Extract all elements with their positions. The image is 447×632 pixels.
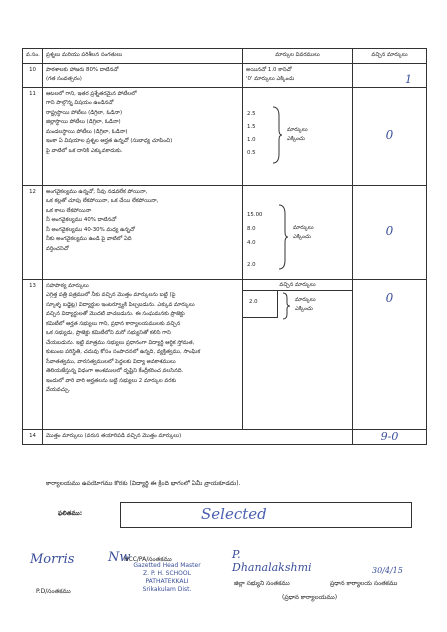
- row-line: అంగవైకల్యము ఉన్నచో, నీవు నడవలేక పోయినా,: [46, 188, 148, 195]
- row-line: ఇంకా ఏ విషయాల ప్రశ్నల ఆర్హత ఉన్నచో (సుబాధ్య చూపించి): [46, 138, 173, 144]
- brace-label: ఎక్కించు: [295, 305, 313, 312]
- row-line: సేవాతత్వము, వారసత్వములలో పెద్దలకు విద్యా అవకాశములు: [46, 358, 176, 365]
- stamp-line: Srikakulam Dist.: [142, 586, 192, 593]
- row-line: వచ్చిన విద్యార్థులతో మొదటి వాచబడును. ఈ సంఘమనకు ప్రాజెక్టు: [46, 311, 185, 317]
- head-office-note: (ప్రధాన కార్యాలయము): [282, 594, 338, 601]
- row-line: వర్తించనిచో: [46, 245, 69, 252]
- signature-head-label: ప్రధాన కార్యాలయ సంతకము: [330, 580, 398, 587]
- row-number: 13: [23, 279, 43, 429]
- detail-value: 15.00: [247, 211, 263, 218]
- signature-head-hand: 30/4/15: [372, 566, 403, 575]
- detail-value: 1.0: [247, 136, 256, 143]
- row-number: 11: [23, 87, 43, 185]
- detail-value: 4.0: [247, 239, 256, 246]
- detail-value: 8.0: [247, 225, 256, 232]
- row-line: కమిటీలో ఆర్హత సభ్యులు గాని, ప్రధాన కార్యాలయములకు వచ్చిన: [46, 320, 181, 327]
- office-note: కార్యాలయము ఉపయోగము కొరకు (విద్యార్థి ఈ క్రింది భాగంలో ఏమీ వ్రాయకూడదు).: [46, 480, 241, 487]
- row-number: 10: [23, 63, 43, 87]
- marks-table: [22, 48, 427, 445]
- detail-value: 1.5: [247, 123, 256, 130]
- row-line: నీ అంగవైకల్యము 40% దాటినచో: [46, 217, 117, 223]
- header-question: ప్రశ్నలు మరియు పరిశీలన సంగతులు: [43, 49, 243, 64]
- table-row: [23, 185, 427, 279]
- row-line: మండలస్థాయి పోటీలు (డిగ్రిలా, ఓడినా): [46, 128, 128, 135]
- header-marks: వచ్చిన మార్కులు: [353, 49, 427, 64]
- row-details: [243, 185, 353, 279]
- row-line: ఒక కాలు లేకపోయినా: [46, 207, 92, 214]
- row-line: చేయబడును. ఇట్టి మాత్రము సభ్యులు ప్రధానంగా విద్యార్థి ఆర్థిక స్తోమత,: [46, 339, 195, 346]
- stamp-line: PATHATEKKALI: [145, 578, 189, 585]
- row-marks: 9-0: [353, 429, 427, 444]
- row-details: [243, 279, 353, 429]
- brace-label: మార్కులు: [295, 296, 316, 303]
- detail-value: 2.5: [247, 110, 256, 117]
- row-line: గాని పాల్గొన్న విషయం ఉండినచో: [46, 100, 114, 106]
- row-line: తెలియజేస్తున్న విధంగా అంశములలో దృష్టిని కేంద్రీకరించ వలసినది.: [46, 368, 184, 374]
- row-line: వేయవచ్చు.: [46, 387, 71, 393]
- signature-pd-hand: Morris: [30, 552, 75, 567]
- row-details: [243, 87, 353, 185]
- detail-value: 2.0: [249, 298, 258, 305]
- row-number: 12: [23, 185, 43, 279]
- row-line: పాఠశాలకు హాజరు 80% దాటినచో: [46, 66, 119, 73]
- row-line: ఇందులో వారి వారి అర్హతలను బట్టి సభ్యులు 2 మార్కుల వరకు: [46, 377, 177, 384]
- row-number: 14: [23, 429, 43, 444]
- row-text: [43, 279, 243, 429]
- brace-icon: [271, 106, 283, 164]
- result-label: ఫలితము:: [58, 510, 83, 517]
- signature-member-label: జిల్లా సభ్యుని సంతకము: [234, 580, 290, 587]
- row-line: (గత సంవత్సరం): [46, 76, 82, 82]
- row-line: రాష్ట్రస్థాయి పోటీలు (డిగ్రిలా, ఓడినా): [46, 109, 123, 116]
- table-row: [23, 429, 427, 444]
- row-marks: 0: [353, 279, 427, 429]
- row-line: జిల్లాస్థాయి పోటీలు (డిగ్రిలా, ఓడినా): [46, 119, 121, 125]
- table-row: [23, 279, 427, 429]
- details-subheader: వచ్చిన మార్కులు: [243, 280, 352, 291]
- stamp-line: Gazetted Head Master: [133, 562, 201, 569]
- row-details: [243, 63, 353, 87]
- row-line: నీ అంగవైకల్యము 40-30% మధ్య ఉన్నచో: [46, 226, 135, 233]
- result-box: [120, 502, 412, 528]
- row-line: ఒక కల్లతో చూపు లేకపోయినా, ఒక చేయి లేకపోయినా,: [46, 198, 159, 204]
- header-details: మార్కుల వివరములు: [243, 49, 353, 64]
- detail-line: '0' మార్కులు ఎక్కించు: [246, 76, 295, 82]
- detail-line: అయినచో 1.0 కానిచో: [246, 66, 292, 73]
- table-header: [23, 49, 427, 64]
- signature-hcc-label: HCC/PA/సంతకము: [124, 556, 172, 563]
- detail-value: 0.5: [247, 149, 256, 156]
- signature-pd-label: P.D/సంతకము: [36, 588, 71, 595]
- detail-value: 2.0: [247, 261, 256, 268]
- brace-icon: [277, 204, 289, 270]
- table-row: [23, 63, 427, 87]
- row-line: నీకు అంగవైకల్యము ఉండి పై వాటిలో ఏది: [46, 236, 132, 242]
- school-stamp: [112, 562, 222, 594]
- row-marks: 0: [353, 185, 427, 279]
- brace-label: ఎక్కించు: [287, 135, 305, 142]
- row-line: సహపాఠ్య మార్కులు: [46, 282, 89, 289]
- row-text: మొత్తం మార్కులు (వరుస తయారిపడి వచ్చిన మొత్తం మార్కులు): [43, 429, 353, 444]
- row-marks: 0: [353, 87, 427, 185]
- brace-label: ఎక్కించు: [293, 233, 311, 240]
- brace-label: మార్కులు: [287, 126, 308, 133]
- row-line: ఆటలలో గాని, ఇతర ప్రశ్నేతరమైన పోటీలలో: [46, 90, 137, 97]
- row-text: [43, 87, 243, 185]
- table-row: [23, 87, 427, 185]
- brace-icon: [281, 292, 291, 320]
- row-marks: 1: [353, 63, 427, 87]
- header-no: వ.సం.: [23, 49, 43, 64]
- row-line: పై వాటిలో ఒక దానికి ఎక్కువకాదుకు.: [46, 147, 123, 154]
- row-text: [43, 185, 243, 279]
- row-line: కుటుంబ పరిస్థితి, చదువు కోసం సంపాదనలో ఉన్నది, వ్యక్తిత్వము, సాంఘిక: [46, 349, 201, 355]
- row-line: స్కూళ్ళ బడ్జెట్ల) విద్యార్థుల ఇంటర్వ్యూకి పిల్చబడును. ఎక్కువ మార్కులు: [46, 301, 195, 308]
- signature-member-hand: P. Dhanalakshmi: [232, 548, 312, 574]
- signature-hcc-hand: Nw: [108, 550, 131, 565]
- row-line: ఎగ్గిత్త పత్రి పత్రములో నీకు వచ్చిన మొత్తం మార్కులను బట్టి (పై: [46, 292, 176, 298]
- stamp-line: Z. P. H. SCHOOL: [143, 570, 191, 577]
- row-text: [43, 63, 243, 87]
- result-value: Selected: [201, 505, 267, 523]
- brace-label: మార్కులు: [293, 224, 314, 231]
- row-line: ఒక సభ్యుడు, ప్రాజెక్టు కమిటీలోని మరో సభ్యునితో కలిసి గాని: [46, 330, 171, 336]
